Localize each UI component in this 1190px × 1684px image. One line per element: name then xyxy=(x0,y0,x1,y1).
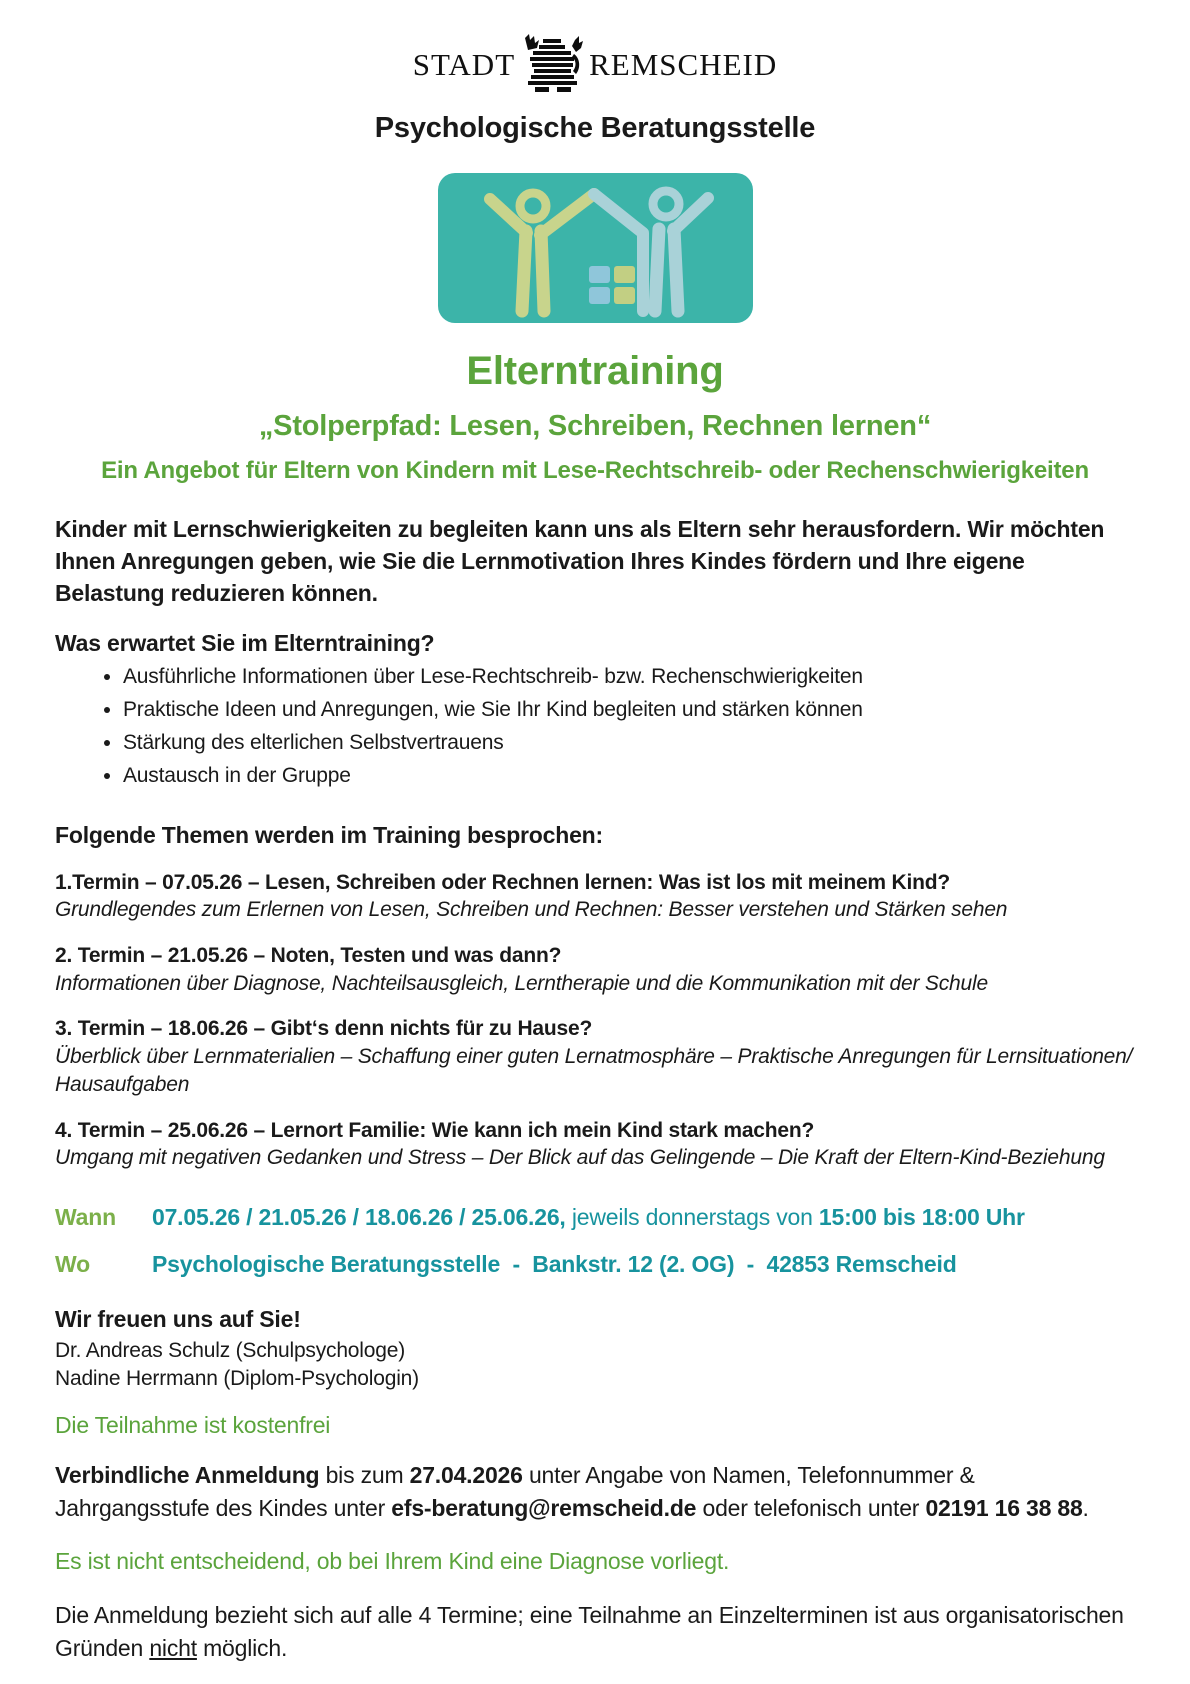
where-value xyxy=(152,1251,957,1278)
topic-termin-1 xyxy=(55,869,1135,924)
registration-bold-lead: Verbindliche Anmeldung xyxy=(55,1461,320,1488)
topic-desc: Umgang mit negativen Gedanken und Stress – Der Blick auf das Gelingende – Die Kraft der Eltern-Kind-Beziehung xyxy=(55,1146,1105,1170)
city-logo xyxy=(413,34,778,96)
when-time: 15:00 bis 18:00 Uhr xyxy=(818,1204,1025,1231)
when-label: Wann xyxy=(55,1204,116,1231)
list-item: • Ausführliche Informationen über Lese-Rechtschreib- bzw. Rechenschwierigkeiten xyxy=(123,665,1135,689)
org-title: Psychologische Beratungsstelle xyxy=(374,112,816,144)
registration-deadline: 27.04.2026 xyxy=(409,1461,523,1488)
final-paragraph: Die Anmeldung bezieht sich auf alle 4 Termine; eine Teilnahme an Einzelterminen ist aus organisatorischen Gründen nicht möglich. xyxy=(55,1601,1124,1662)
registration-paragraph: Verbindliche Anmeldung bis zum 27.04.2026 unter Angabe von Namen, Telefonnummer & Jahrgangsstufe des Kindes unter efs-beratung@remscheid.de oder telefonisch unter 02191 16 38 88. xyxy=(55,1461,1089,1522)
city-logo-text-left: STADT xyxy=(412,47,516,82)
where-label: Wo xyxy=(55,1251,90,1278)
topic-title: 2. Termin – 21.05.26 – Noten, Testen und was dann? xyxy=(55,944,562,967)
expectations-heading: Was erwartet Sie im Elterntraining? xyxy=(55,629,435,656)
topic-title: 1.Termin – 07.05.26 – Lesen, Schreiben oder Rechnen lernen: Was ist los mit meinem Kind? xyxy=(55,870,951,894)
registration-phone: 02191 16 38 88 xyxy=(925,1495,1083,1522)
when-mid-text: jeweils donnerstags von xyxy=(565,1204,819,1231)
two-figures-house-logo xyxy=(438,173,753,323)
list-item: • Austausch in der Gruppe xyxy=(123,764,1135,788)
where-address: Psychologische Beratungsstelle - Bankstr. 12 (2. OG) - 42853 Remscheid xyxy=(152,1251,957,1278)
when-where-section xyxy=(55,1204,1135,1278)
underlined-nicht: nicht xyxy=(149,1635,197,1662)
remscheid-lion-crest-icon xyxy=(519,34,585,96)
free-participation-note: Die Teilnahme ist kostenfrei xyxy=(55,1411,331,1438)
person-1: Dr. Andreas Schulz (Schulpsychologe) xyxy=(55,1339,405,1363)
topic-desc: Grundlegendes zum Erlernen von Lesen, Schreiben und Rechnen: Besser verstehen und Stärken sehen xyxy=(55,898,1008,922)
topic-termin-4 xyxy=(55,1117,1135,1172)
person-2: Nadine Herrmann (Diplom-Psychologin) xyxy=(55,1367,419,1391)
topic-termin-3 xyxy=(55,1015,1135,1098)
page-subtitle: „Stolperpfad: Lesen, Schreiben, Rechnen lernen“ xyxy=(258,410,932,442)
topic-title: 4. Termin – 25.06.26 – Lernort Familie: Wie kann ich mein Kind stark machen? xyxy=(55,1118,815,1142)
topics-heading: Folgende Themen werden im Training besprochen: xyxy=(55,821,603,848)
city-logo-text-right: REMSCHEID xyxy=(589,47,778,82)
page-subtitle-2: Ein Angebot für Eltern von Kindern mit Lese-Rechtschreib- oder Rechenschwierigkeiten xyxy=(101,457,1089,484)
registration-email: efs-beratung@remscheid.de xyxy=(391,1495,697,1522)
header xyxy=(55,34,1135,145)
when-row xyxy=(55,1204,1135,1231)
page-title: Elterntraining xyxy=(466,349,724,393)
list-item: • Praktische Ideen und Anregungen, wie Sie Ihr Kind begleiten und stärken können xyxy=(123,698,1135,722)
topic-desc: Informationen über Diagnose, Nachteilsausgleich, Lerntherapie und die Kommunikation mit der Schule xyxy=(55,971,988,995)
topic-title: 3. Termin – 18.06.26 – Gibt‘s denn nichts für zu Hause? xyxy=(55,1017,593,1041)
where-row xyxy=(55,1251,1135,1278)
expectations-list xyxy=(55,665,1135,788)
intro-paragraph: Kinder mit Lernschwierigkeiten zu begleiten kann uns als Eltern sehr herausfordern. Wir möchten Ihnen Anregungen geben, wie Sie die Lernmotivation Ihres Kindes fördern und Ihre eigene Belastung reduzieren können. xyxy=(55,516,1105,607)
greeting: Wir freuen uns auf Sie! xyxy=(55,1306,301,1333)
topic-desc: Überblick über Lernmaterialien – Schaffung einer guten Lernatmosphäre – Praktische Anregungen für Lernsituationen/ Hausaufgaben xyxy=(55,1045,1133,1096)
list-item: • Stärkung des elterlichen Selbstvertrauens xyxy=(123,731,1135,755)
when-value xyxy=(152,1204,1025,1231)
when-dates: 07.05.26 / 21.05.26 / 18.06.26 / 25.06.26, xyxy=(152,1204,566,1231)
topic-termin-2 xyxy=(55,942,1135,997)
diagnosis-note: Es ist nicht entscheidend, ob bei Ihrem Kind eine Diagnose vorliegt. xyxy=(55,1548,730,1575)
